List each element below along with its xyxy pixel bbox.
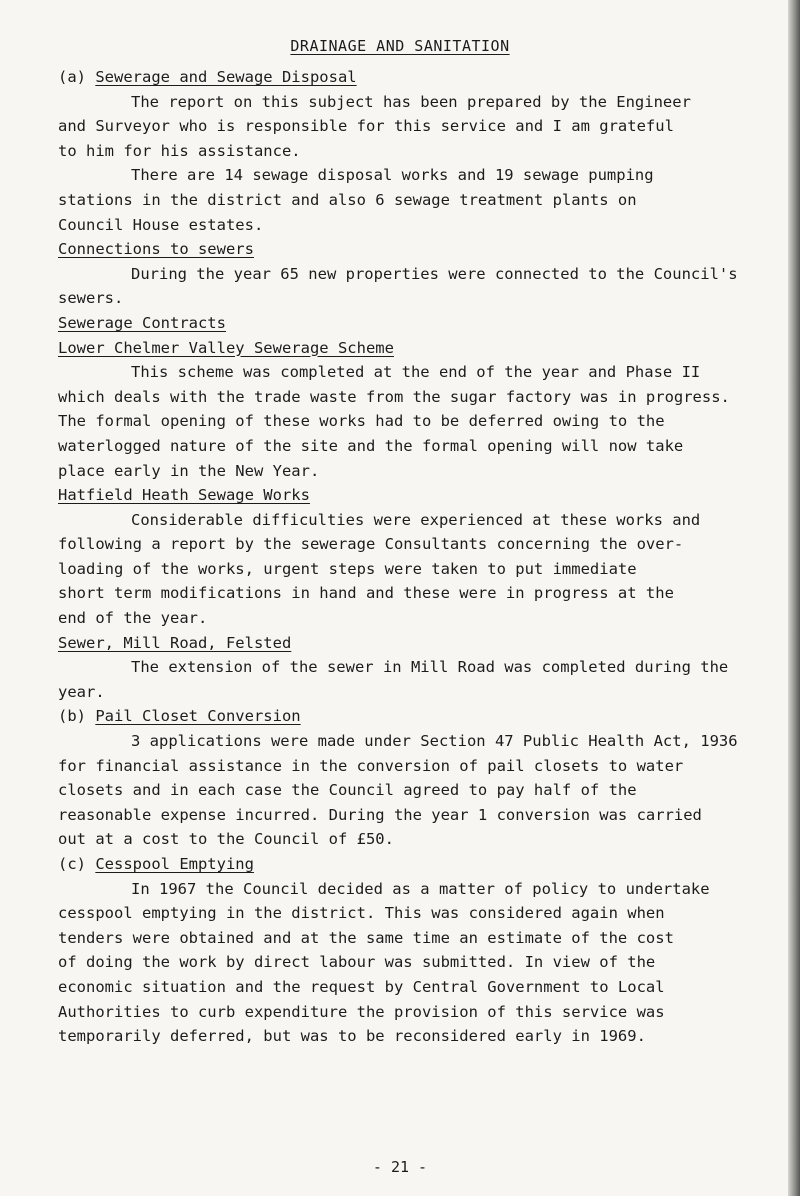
document-body	[58, 65, 788, 1049]
scan-edge	[788, 0, 800, 1196]
section-heading: Lower Chelmer Valley Sewerage Scheme	[58, 338, 394, 357]
text-line: temporarily deferred, but was to be reconsidered early in 1969.	[58, 1027, 646, 1046]
text-line: short term modifications in hand and these were in progress at the	[58, 584, 674, 603]
section-heading: Sewerage Contracts	[58, 313, 226, 332]
text-line: tenders were obtained and at the same time an estimate of the cost	[58, 928, 674, 947]
page-title: DRAINAGE AND SANITATION	[290, 37, 510, 55]
text-line: sewers.	[58, 289, 124, 308]
text-line: This scheme was completed at the end of the year and Phase II	[131, 363, 701, 382]
text-line: cesspool emptying in the district. This was considered again when	[58, 904, 665, 923]
text-line: The formal opening of these works had to be deferred owing to the	[58, 412, 665, 431]
text-line: closets and in each case the Council agreed to pay half of the	[58, 781, 637, 800]
text-line: waterlogged nature of the site and the formal opening will now take	[58, 436, 684, 455]
text-line: out at a cost to the Council of £50.	[58, 830, 394, 849]
text-line: economic situation and the request by Central Government to Local	[58, 977, 665, 996]
text-line: Considerable difficulties were experienced at these works and	[131, 510, 701, 529]
text-line: The extension of the sewer in Mill Road was completed during the	[131, 658, 729, 677]
page-number: - 21 -	[372, 1158, 428, 1176]
text-line: In 1967 the Council decided as a matter of policy to undertake	[131, 879, 710, 898]
text-line: to him for his assistance.	[58, 141, 301, 160]
text-line: and Surveyor who is responsible for this service and I am grateful	[58, 117, 674, 136]
section-heading: (c) Cesspool Emptying	[58, 855, 254, 873]
text-line: Council House estates.	[58, 215, 264, 234]
text-line: The report on this subject has been prepared by the Engineer	[131, 92, 691, 111]
text-line: There are 14 sewage disposal works and 19 sewage pumping	[131, 166, 654, 185]
section-heading: (b) Pail Closet Conversion	[58, 707, 301, 726]
section-heading: (a) Sewerage and Sewage Disposal	[58, 68, 357, 86]
text-line: During the year 65 new properties were connected to the Council's	[131, 264, 738, 283]
text-line: reasonable expense incurred. During the year 1 conversion was carried	[58, 805, 702, 824]
text-line: place early in the New Year.	[58, 461, 320, 480]
text-line: 3 applications were made under Section 47 Public Health Act, 1936	[131, 732, 738, 751]
section-heading: Connections to sewers	[58, 240, 254, 259]
text-line: Authorities to curb expenditure the provision of this service was	[58, 1002, 665, 1021]
section-heading: Sewer, Mill Road, Felsted	[58, 633, 292, 652]
text-line: for financial assistance in the conversion of pail closets to water	[58, 756, 684, 775]
section-heading: Hatfield Heath Sewage Works	[58, 486, 310, 505]
text-line: loading of the works, urgent steps were taken to put immediate	[58, 559, 637, 578]
text-line: following a report by the sewerage Consultants concerning the over-	[58, 535, 684, 554]
text-line: end of the year.	[58, 609, 208, 628]
text-line: stations in the district and also 6 sewage treatment plants on	[58, 190, 637, 209]
text-line: of doing the work by direct labour was submitted. In view of the	[58, 953, 656, 972]
text-line: year.	[58, 682, 105, 701]
text-line: which deals with the trade waste from the sugar factory was in progress.	[58, 387, 730, 406]
